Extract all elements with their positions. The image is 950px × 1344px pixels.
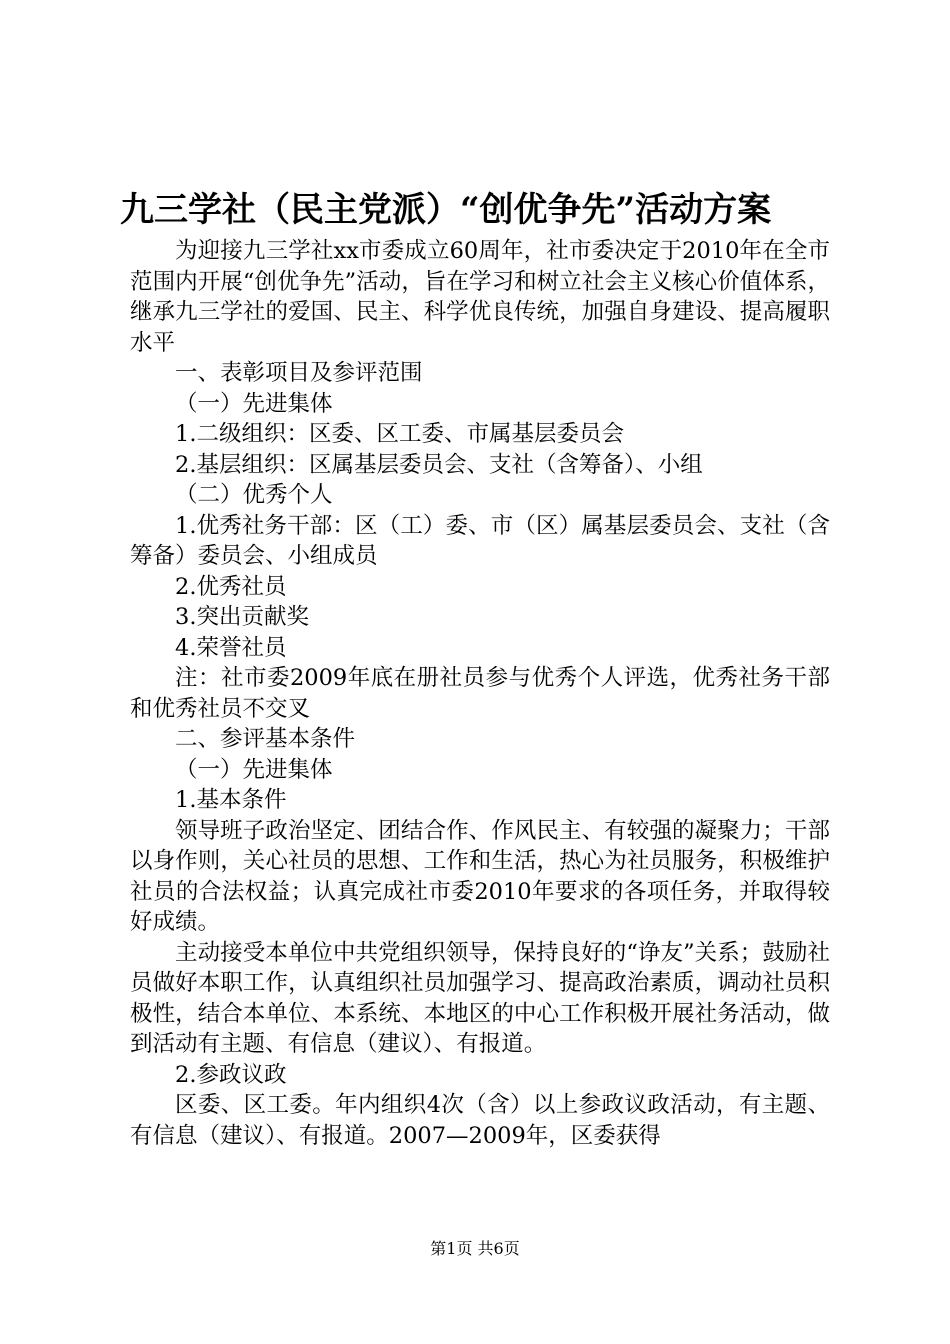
section-heading-2: 二、参评基本条件	[175, 726, 356, 752]
section-heading-1: 一、表彰项目及参评范围	[175, 360, 423, 386]
document-title: 九三学社（民主党派）“创优争先”活动方案	[120, 190, 772, 230]
list-item: 1.基本条件	[175, 787, 287, 813]
body-paragraph: 主动接受本单位中共党组织领导，保持良好的“诤友”关系；鼓励社员做好本职工作，认真组织社员加强学习、提高政治素质，调动社员积极性，结合本单位、本系统、本地区的中心工作积极开展社务活动，做到活动有主题、有信息（建议）、有报道。	[130, 939, 830, 1057]
list-item: 1.二级组织：区委、区工委、市属基层委员会	[175, 421, 624, 447]
subsection-heading-individual: （二）优秀个人	[175, 482, 333, 508]
list-item: 4.荣誉社员	[175, 634, 287, 661]
paragraph-intro: 为迎接九三学社xx市委成立60周年，社市委决定于2010年在全市范围内开展“创优争先”活动，旨在学习和树立社会主义核心价值体系，继承九三学社的爱国、民主、科学优良传统，加强自身建设、提高履职水平	[130, 238, 830, 356]
list-item: 3.突出贡献奖	[175, 604, 309, 630]
body-paragraph: 区委、区工委。年内组织4次（含）以上参政议政活动，有主题、有信息（建议）、有报道。2007—2009年，区委获得	[130, 1092, 830, 1149]
list-item: 2.基层组织：区属基层委员会、支社（含筹备）、小组	[175, 451, 703, 478]
document-body	[130, 236, 830, 1151]
subsection-heading-collective-2: （一）先进集体	[175, 756, 333, 783]
note-paragraph: 注：社市委2009年底在册社员参与优秀个人评选，优秀社务干部和优秀社员不交叉	[130, 665, 830, 722]
subsection-heading-collective: （一）先进集体	[175, 390, 333, 417]
page-footer: 第1页 共6页	[430, 1239, 520, 1258]
body-paragraph: 领导班子政治坚定、团结合作、作风民主、有较强的凝聚力；干部以身作则，关心社员的思想、工作和生活，热心为社员服务，积极维护社员的合法权益；认真完成社市委2010年要求的各项任务，并取得较好成绩。	[130, 817, 830, 935]
list-item: 2.优秀社员	[175, 573, 287, 600]
list-item: 2.参政议政	[175, 1061, 287, 1088]
list-item: 1.优秀社务干部：区（工）委、市（区）属基层委员会、支社（含筹备）委员会、小组成员	[130, 512, 830, 569]
